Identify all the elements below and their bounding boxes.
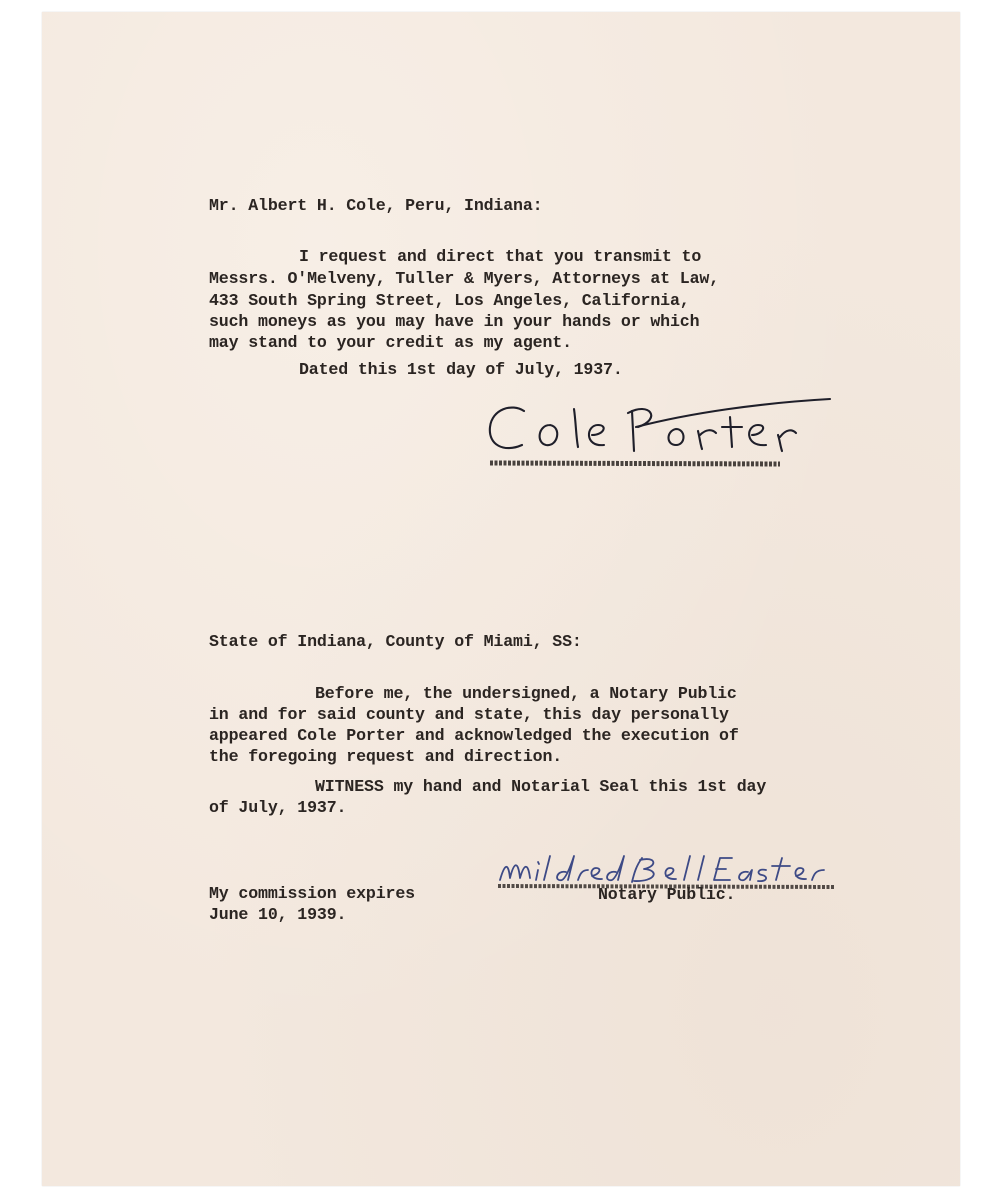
acknowledgment-line: the foregoing request and direction. <box>209 747 563 766</box>
acknowledgment-line: in and for said county and state, this day personally <box>209 705 729 724</box>
document-page <box>42 12 960 1186</box>
commission-line: My commission expires <box>209 884 415 903</box>
addressee-line: Mr. Albert H. Cole, Peru, Indiana: <box>209 196 543 215</box>
body-line: may stand to your credit as my agent. <box>209 333 572 352</box>
commission-line: June 10, 1939. <box>209 905 347 924</box>
body-line: Messrs. O'Melveny, Tuller & Myers, Attorneys at Law, <box>209 269 720 288</box>
witness-line: WITNESS my hand and Notarial Seal this 1st day <box>315 777 767 796</box>
dated-line: Dated this 1st day of July, 1937. <box>299 360 623 379</box>
venue-line: State of Indiana, County of Miami, SS: <box>209 632 582 651</box>
body-line: I request and direct that you transmit to <box>299 247 702 266</box>
cole-porter-signature <box>480 395 840 475</box>
acknowledgment-line: appeared Cole Porter and acknowledged the execution of <box>209 726 739 745</box>
acknowledgment-line: Before me, the undersigned, a Notary Public <box>315 684 737 703</box>
body-line: 433 South Spring Street, Los Angeles, California, <box>209 291 690 310</box>
notary-title: Notary Public. <box>598 885 736 904</box>
body-line: such moneys as you may have in your hands or which <box>209 312 700 331</box>
witness-line: of July, 1937. <box>209 798 347 817</box>
